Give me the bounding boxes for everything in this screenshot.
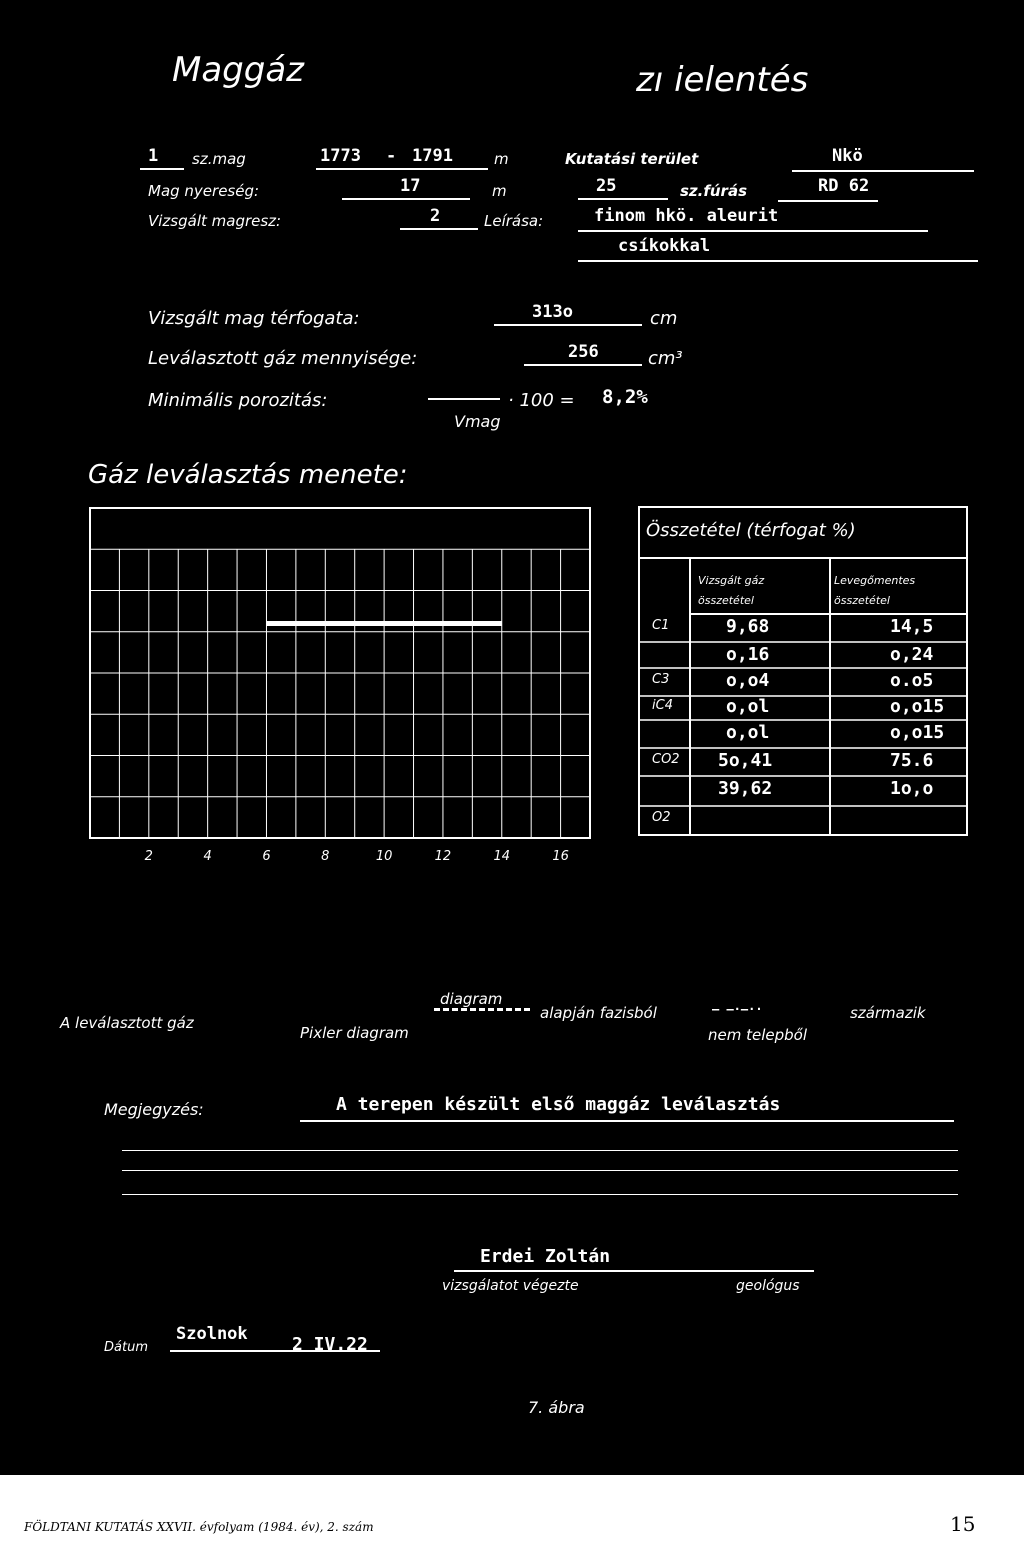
area-label: Kutatási terület [565,150,699,168]
process-title: Gáz leválasztás menete: [88,460,408,490]
page-footer [0,1475,1024,1550]
chart-tick-label: 12 [434,849,452,864]
chart-tick-label: 6 [262,849,271,864]
separation-chart [80,498,600,868]
row-v1: o,16 [726,644,770,665]
row-v1: o,ol [726,696,770,717]
area-value: Nkö [832,146,863,166]
chart-tick-label: 4 [203,849,212,864]
signature-name: Erdei Zoltán [480,1246,611,1267]
footer-left: FÖLDTANI KUTATÁS XXVII. évfolyam (1984. év), 2. szám [24,1520,374,1534]
signature-role1: vizsgálatot végezte [442,1278,579,1294]
por-label: Minimális porozitás: [148,390,328,411]
title-part1: Maggáz [172,50,305,90]
por-multiplier: · 100 = [508,390,575,411]
recovery-label: Mag nyereség: [148,182,260,200]
row-v2: o,o15 [890,722,945,743]
origin-notfrom: nem telepből [708,1026,808,1044]
underline [300,1120,954,1122]
por-value: 8,2% [602,386,648,408]
col1-line1: Vizsgált gáz [698,574,765,587]
vol-label: Vizsgált mag térfogata: [148,308,360,329]
row-label: iC4 [652,698,673,713]
figure-caption: 7. ábra [528,1398,585,1417]
row-v1: o,o4 [726,670,770,691]
underline [524,364,642,366]
row-label: O2 [652,810,671,825]
col2-line2: összetétel [834,594,890,607]
underline [494,324,642,326]
underline [342,198,470,200]
note-line [122,1170,958,1171]
origin-based: alapján fazisból [540,1004,657,1022]
date-value: 2 IV.22 [292,1334,368,1355]
underline [578,230,928,232]
table-title: Összetétel (térfogat %) [646,520,856,541]
gas-value: 256 [568,342,599,362]
title-part2-prefix: zı [636,60,664,100]
gas-label: Leválasztott gáz mennyisége: [148,348,418,369]
chart-tick-label: 2 [144,849,153,864]
row-v1: o,ol [726,722,770,743]
diagram-dashes [434,1008,530,1011]
row-label: C1 [652,618,670,633]
underline [578,260,978,262]
underline [454,1270,814,1272]
date-prefix: Dátum [104,1340,148,1355]
origin-pixler: Pixler diagram [300,1024,409,1042]
por-denominator: Vmag [454,412,501,431]
underline [170,1350,380,1352]
chart-tick-label: 16 [552,849,569,864]
desc-label: Leírása: [484,212,544,230]
origin-diagram: diagram [440,990,503,1008]
chart-tick-label: 10 [375,849,393,864]
origin-dash: — —·—·· [712,1002,763,1016]
origin-right: származik [850,1004,926,1022]
fraction-bar [428,398,500,400]
origin-left: A leválasztott gáz [60,1014,194,1032]
depth-unit: m [494,150,509,168]
vol-value: 313o [532,302,573,322]
sample-no: 1 [148,146,159,166]
row-v2: o,o15 [890,696,945,717]
recovery-value: 17 [400,176,421,196]
gas-unit: cm³ [648,348,683,369]
row-v1: 9,68 [726,616,770,637]
row-label: CO2 [652,752,680,767]
chart-tick-label: 14 [493,849,511,864]
chart-tick-label: 8 [321,849,330,864]
bore-value: RD 62 [818,176,870,196]
note-line [122,1194,958,1195]
depth-sep: - [386,146,397,166]
desc-value-1: finom hkö. aleurit [594,206,779,226]
title-part2 [636,60,808,100]
underline [792,170,974,172]
underline [400,228,478,230]
sample-suffix: sz.mag [192,150,246,168]
col1-line2: összetétel [698,594,754,607]
row-v2: 14,5 [890,616,934,637]
bore-no: 25 [596,176,617,196]
underline [578,198,668,200]
note-label: Megjegyzés: [104,1100,204,1119]
underline [778,200,878,202]
row-v1: 39,62 [718,778,773,799]
depth-from: 1773 [320,146,361,166]
row-label: C3 [652,672,670,687]
row-v2: 75.6 [890,750,934,771]
depth-to: 1791 [412,146,453,166]
vol-unit: cm [650,308,678,329]
desc-value-2: csíkokkal [618,236,711,256]
underline [140,168,184,170]
tested-label: Vizsgált magresz: [148,212,282,230]
recovery-unit: m [492,182,507,200]
row-v2: o.o5 [890,670,934,691]
date-place: Szolnok [176,1324,248,1344]
composition-table [638,506,968,836]
row-v1: 5o,41 [718,750,773,771]
row-v2: o,24 [890,644,934,665]
chart-ticks [145,849,569,864]
row-v2: 1o,o [890,778,934,799]
title-part2-text: ielentés [674,60,809,100]
signature-role2: geológus [736,1278,800,1294]
col2-line1: Levegőmentes [834,574,916,587]
bore-label: sz.fúrás [680,182,748,200]
note-line [122,1150,958,1151]
page-number: 15 [950,1512,976,1536]
chart-grid [90,508,590,838]
tested-value: 2 [430,206,441,226]
underline [316,168,488,170]
note-text: A terepen készült első maggáz leválasztás [336,1094,781,1115]
